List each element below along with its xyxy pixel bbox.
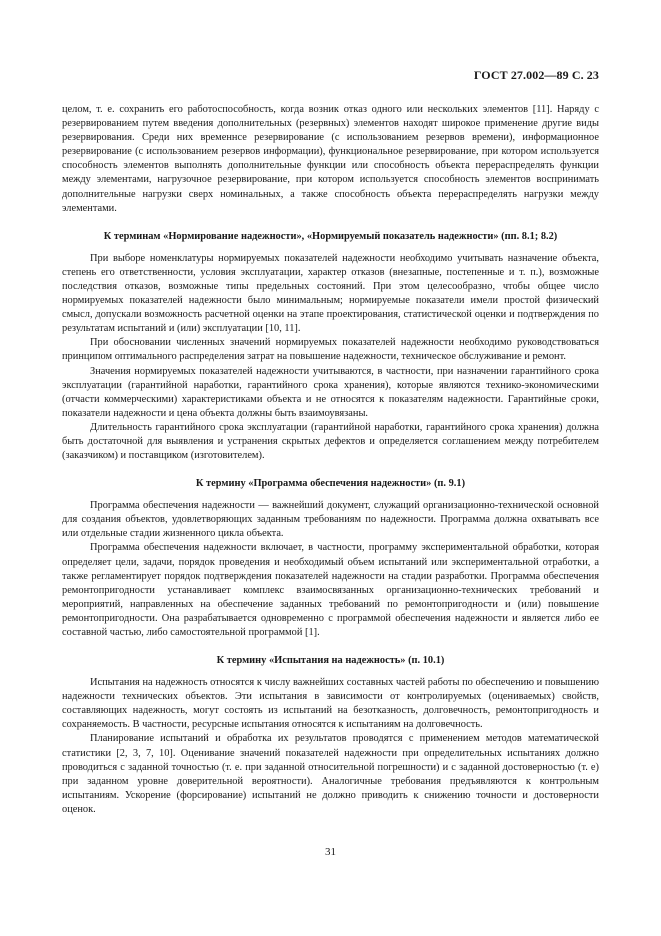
heading-prefix: К терминам [103, 230, 164, 242]
heading-term: «Испытания на надежность» [268, 655, 406, 667]
section-heading-ispytaniya [62, 654, 599, 668]
paragraph: При обосновании численных значений нормируемых показателей надежности необходимо руководствоваться принципом оптимального распределения затрат на повышение надежности, техническое обслуживание и ремонт. [62, 337, 599, 363]
paragraph: Длительность гарантийного срока эксплуатации (гарантийной наработки, гарантийного срока хранения) должна быть достаточной для выявления и устранения скрытых дефектов и определяется соглашением между потребителем (заказчиком) и поставщиком (изготовителем). [62, 421, 599, 462]
page-header: ГОСТ 27.002—89 С. 23 [473, 68, 599, 82]
heading-separator: , [301, 230, 307, 242]
heading-term: «Нормируемый показатель надежности» [306, 230, 499, 242]
page-number: 31 [325, 846, 336, 858]
section-heading-normirovanie [62, 230, 599, 244]
heading-prefix: К термину [195, 478, 249, 490]
paragraph: При выборе номенклатуры нормируемых показателей надежности необходимо учитывать назначение объекта, степень его ответственности, условия эксплуатации, характер отказов (внезапные, постепенные и т. п.), возможные последствия отказов, возможные типы предельных состояний. При этом целесообразно, чтобы общее число нормируемых показателей надежности было минимальным; нормируемые показатели имели простой физический смысл, допускали возможность расчетной оценки на этапе проектирования, статистической оценки и подтверждения по результатам испытаний и (или) эксплуатации [10, 11]. [62, 252, 599, 335]
intro-paragraph: целом, т. е. сохранить его работоспособность, когда возник отказ одного или нескольких элементов [11]. Наряду с резервированием путем введения дополнительных (резервных) элементов находят широкое применение другие виды резервирования. Среди них временнсе резервирование (с использованием резервов времени), информационное резервирование (с использованием резервов информации), функциональное резервирование, при котором используется способность элементов выполнять дополнительные функции или способность объекта перераспределять функции между элементами, нагрузочное резервирование, при котором используется способность элементов воспринимать дополнительные нагрузки сверх номинальных, а также способность объекта перераспределять нагрузки между элементами. [62, 104, 599, 214]
paragraph: Испытания на надежность относятся к числу важнейших составных частей работы по обеспечению и повышению надежности технических объектов. Эти испытания в зависимости от контролируемых (оцениваемых) свойств, составляющих надежность, могут состоять из испытаний на безотказность, долговечность, ремонтопригодность и сохраняемость. В частности, ресурсные испытания относятся к испытаниям на долговечность. [62, 677, 599, 731]
section-heading-programma [62, 477, 599, 491]
heading-suffix: (п. 9.1) [431, 478, 466, 490]
heading-prefix: К термину [216, 655, 269, 667]
page-content [62, 103, 599, 817]
paragraph: Программа обеспечения надежности — важнейший документ, служащий организационно-технической основной для создания объектов, удовлетворяющих заданным требованиям по надежности. Программа должна охватывать все или отдельные стадии жизненного цикла объекта. [62, 500, 599, 540]
paragraph: Планирование испытаний и обработка их результатов проводятся с применением методов математической статистики [2, 3, 7, 10]. Оценивание значений показателей надежности при определительных испытаниях должно проводиться с заданной точностью (т. е. при заданной относительной погрешности) и с заданной достоверностью (т. е) при заданном уровне доверительной вероятности). Аналогичные требования предъявляются к контрольным испытаниям. Ускорение (форсирование) испытаний не должно приводить к снижению точности и достоверности оценок. [62, 733, 599, 815]
heading-suffix: (пп. 8.1; 8.2) [498, 230, 558, 242]
heading-term: «Программа обеспечения надежности» [248, 478, 432, 490]
paragraph: Программа обеспечения надежности включает, в частности, программу экспериментальной обработки, которая определяет цели, задачи, порядок проведения и необходимый объем испытаний или экспериментальной отработки, а также регламентирует порядок подтверждения показателей надежности на стадии разработки. Программа обеспечения ремонтопригодности устанавливает комплекс взаимосвязанных организационно-технических требований и мероприятий, направленных на обеспечение заданных требований по ремонтопригодности и (или) повышение ремонтопригодности. Она разрабатывается одновременно с программой обеспечения надежности и является либо ее составной частью, либо самостоятельной программой [1]. [62, 542, 599, 638]
heading-term: «Нормирование надежности» [163, 230, 302, 242]
paragraph: Значения нормируемых показателей надежности учитываются, в частности, при назначении гарантийного срока эксплуатации (гарантийной наработки, гарантийного срока хранения), которые являются технико-экономическими (отчасти коммерческими) характеристиками объекта и не относятся к показателям надежности. Гарантийные сроки, показатели надежности и цена объекта должны быть взаимоувязаны. [62, 365, 599, 419]
heading-suffix: (п. 10.1) [405, 655, 445, 667]
